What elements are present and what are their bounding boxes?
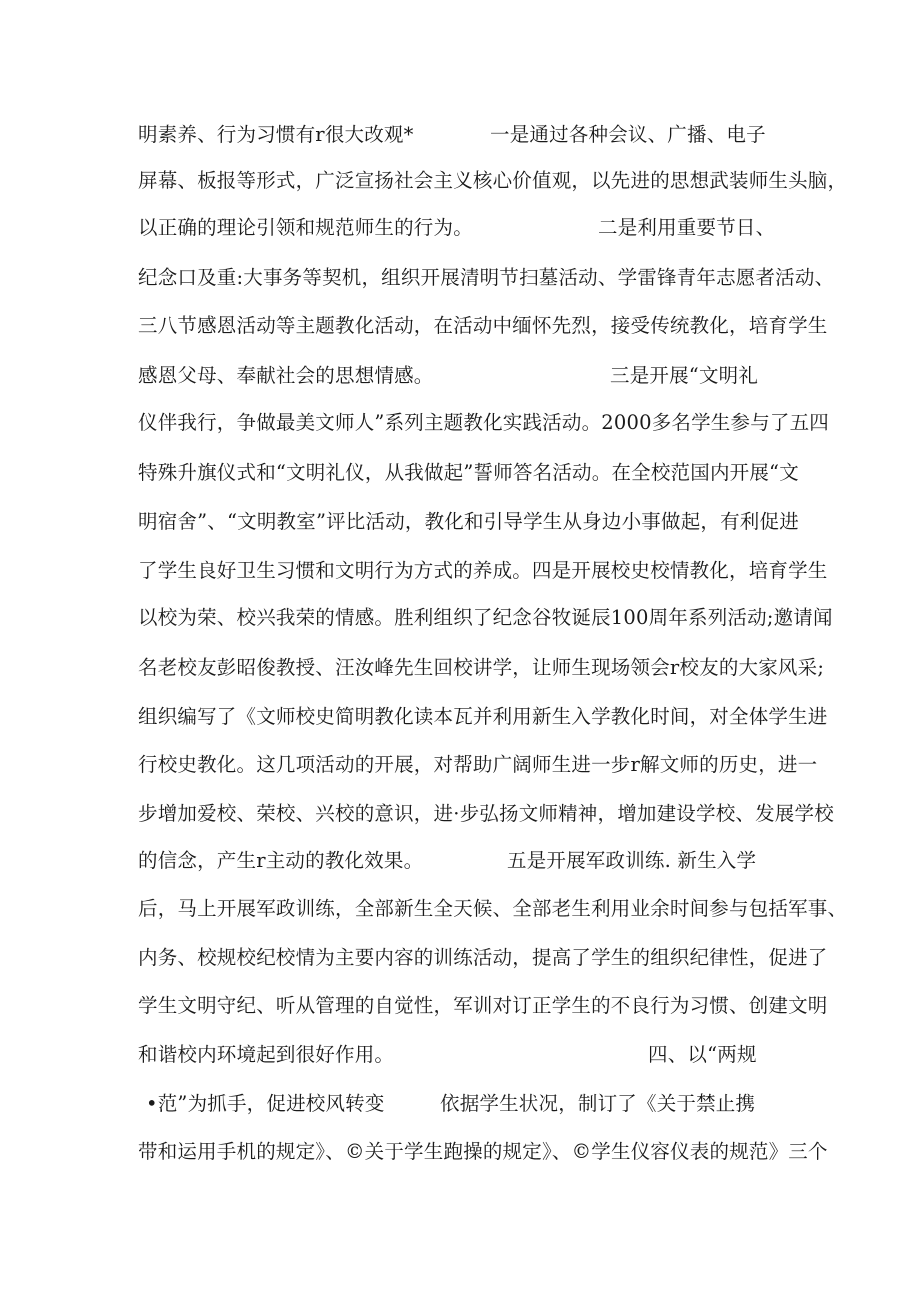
- text-segment: 三八节感恩活动等主题教化活动，在活动中缅怀先烈，接受传统教化，培育学生: [138, 314, 828, 337]
- text-segment: 纪念口及重:大事务等契机，组织开展清明节扫墓活动、学雷锋青年志愿者活动、: [138, 266, 835, 289]
- text-segment: 的信念，产生r主动的教化效果。: [138, 849, 424, 872]
- text-segment: 步增加爱校、荣校、兴校的意识，进·步弘扬文师精神，增加建设学校、发展学校: [138, 802, 834, 825]
- text-segment: 特殊升旗仪式和“文明礼仪，从我做起”誓师答名活动。在全校范国内开展“文: [138, 461, 799, 484]
- text-segment: 组织编写了《文师校史简明教化读本瓦并利用新生入学教化时间，对全体学生进: [138, 705, 828, 728]
- text-segment: 以校为荣、校兴我荣的情感。胜利组织了纪念谷牧诞辰100周年系列活动;邀请闻: [138, 606, 833, 629]
- text-segment: 三是开展“文明礼: [610, 364, 759, 387]
- text-segment: 和谐校内环境起到很好作用。: [138, 1043, 395, 1066]
- text-segment: 名老校友彭昭俊教授、汪汝峰先生回校讲学，让师生现场领会r校友的大家风采;: [138, 656, 825, 679]
- text-segment: 学生文明守纪、听从管理的自觉性，军训对订正学生的不良行为习惯、创建文明: [138, 994, 828, 1017]
- text-segment: 带和运用手机的规定》、©关于学生跑操的规定》、©学生仪容仪表的规范》三个: [138, 1140, 828, 1163]
- text-segment: 仪伴我行，争做最美文师人”系列主题教化实践活动。2000多名学生参与了五四: [138, 411, 829, 434]
- text-segment: 依据学生状况，制订了《关于禁止携: [440, 1092, 756, 1115]
- text-segment: 二是利用重要节日、: [598, 216, 776, 239]
- text-segment: 感恩父母、奉献社会的思想情感。: [138, 364, 434, 387]
- text-segment: 行校史教化。这几项活动的开展，对帮助广阔师生进一步r解文师的历史，进一: [138, 753, 818, 776]
- text-segment: 明宿舍”、“文明教室”评比活动，教化和引导学生从身边小事做起，有利促进: [138, 510, 799, 533]
- text-segment: 五是开展军政训练. 新生入学: [507, 849, 757, 872]
- text-segment: 以正确的理论引领和规范师生的行为。: [138, 216, 473, 239]
- text-segment: 后，马上开展军政训练，全部新生全天候、全部老生利用业余时间参与包括军事、: [138, 897, 848, 920]
- text-segment: 屏幕、板报等形式，广泛宣扬社会主义核心价值观，以先进的思想武装师生头脑，: [138, 169, 848, 192]
- text-segment: 四、以“两规: [648, 1043, 757, 1066]
- text-segment: 内务、校规校纪校情为主要内容的训练活动，提高了学生的组织纪律性，促进了: [138, 946, 828, 969]
- text-segment: 了学生良好卫生习惯和文明行为方式的养成。四是开展校史校情教化，培育学生: [138, 559, 828, 582]
- text-segment: •范”为抓手，促进校风转变: [146, 1092, 385, 1115]
- text-segment: 一是通过各种会议、广播、电子: [490, 123, 766, 146]
- text-segment: 明素养、行为习惯有r很大改观*: [138, 123, 414, 146]
